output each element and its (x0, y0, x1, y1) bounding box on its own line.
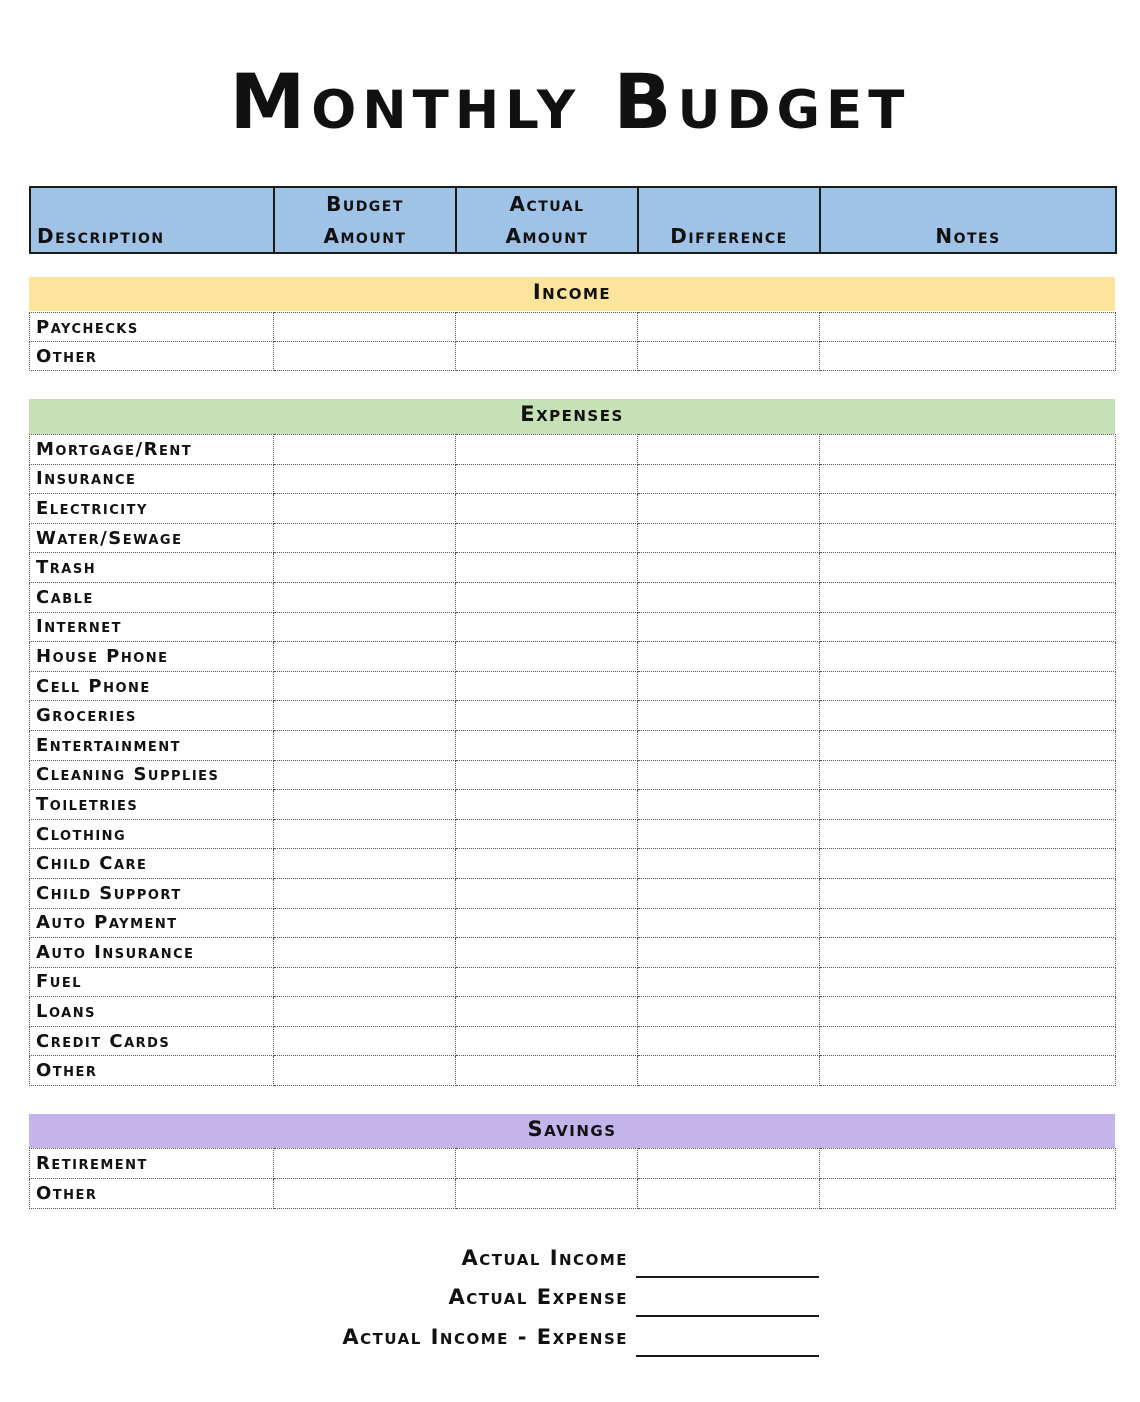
difference-cell[interactable] (638, 642, 820, 672)
actual-amount-cell[interactable] (456, 612, 638, 642)
table-row (30, 435, 1116, 465)
budget-amount-cell[interactable] (274, 494, 456, 524)
notes-cell[interactable] (820, 967, 1116, 997)
budget-amount-cell[interactable] (274, 730, 456, 760)
difference-cell[interactable] (638, 790, 820, 820)
table-row (30, 701, 1116, 731)
row-description: Clothing (30, 819, 274, 849)
actual-amount-cell[interactable] (456, 790, 638, 820)
notes-cell[interactable] (820, 730, 1116, 760)
difference-cell[interactable] (638, 494, 820, 524)
actual-amount-cell[interactable] (456, 701, 638, 731)
table-row (30, 313, 1116, 342)
difference-cell[interactable] (638, 1056, 820, 1086)
table-row (30, 612, 1116, 642)
budget-amount-cell[interactable] (274, 849, 456, 879)
notes-cell[interactable] (820, 671, 1116, 701)
actual-amount-cell[interactable] (456, 435, 638, 465)
row-description: Credit Cards (30, 1026, 274, 1056)
budget-amount-cell[interactable] (274, 701, 456, 731)
actual-amount-cell[interactable] (456, 938, 638, 968)
row-description: Retirement (30, 1149, 274, 1179)
difference-cell[interactable] (638, 967, 820, 997)
column-header-budget-amount: Budget Amount (274, 187, 456, 253)
difference-cell[interactable] (638, 553, 820, 583)
notes-cell[interactable] (820, 313, 1116, 342)
row-description: Groceries (30, 701, 274, 731)
column-header-actual-amount: Actual Amount (456, 187, 638, 253)
notes-cell[interactable] (820, 582, 1116, 612)
notes-cell[interactable] (820, 342, 1116, 371)
actual-amount-cell[interactable] (456, 1179, 638, 1209)
budget-amount-cell[interactable] (274, 1056, 456, 1086)
notes-cell[interactable] (820, 1179, 1116, 1209)
actual-amount-cell[interactable] (456, 1026, 638, 1056)
savings-section-header: Savings (29, 1114, 1115, 1148)
summary-actual-expense (0, 1281, 1140, 1321)
savings-table (29, 1148, 1116, 1209)
fill-in-line[interactable] (636, 1355, 819, 1357)
difference-cell[interactable] (638, 1149, 820, 1179)
difference-cell[interactable] (638, 313, 820, 342)
notes-cell[interactable] (820, 494, 1116, 524)
row-description: Paychecks (30, 313, 274, 342)
row-description: Fuel (30, 967, 274, 997)
difference-cell[interactable] (638, 878, 820, 908)
actual-amount-cell[interactable] (456, 1149, 638, 1179)
difference-cell[interactable] (638, 435, 820, 465)
table-row (30, 938, 1116, 968)
notes-cell[interactable] (820, 701, 1116, 731)
notes-cell[interactable] (820, 553, 1116, 583)
budget-amount-cell[interactable] (274, 553, 456, 583)
summary-label: Actual Expense (448, 1285, 628, 1309)
notes-cell[interactable] (820, 464, 1116, 494)
notes-cell[interactable] (820, 523, 1116, 553)
notes-cell[interactable] (820, 849, 1116, 879)
budget-amount-cell[interactable] (274, 1179, 456, 1209)
actual-amount-cell[interactable] (456, 908, 638, 938)
table-row (30, 908, 1116, 938)
row-description: Cleaning Supplies (30, 760, 274, 790)
notes-cell[interactable] (820, 997, 1116, 1027)
table-row (30, 553, 1116, 583)
difference-cell[interactable] (638, 760, 820, 790)
row-description: Cable (30, 582, 274, 612)
row-description: Toiletries (30, 790, 274, 820)
row-description: Mortgage/Rent (30, 435, 274, 465)
column-header-difference: Difference (638, 187, 820, 253)
column-header-notes: Notes (820, 187, 1116, 253)
notes-cell[interactable] (820, 435, 1116, 465)
row-description: Entertainment (30, 730, 274, 760)
row-description: Water/Sewage (30, 523, 274, 553)
table-row (30, 760, 1116, 790)
notes-cell[interactable] (820, 760, 1116, 790)
difference-cell[interactable] (638, 938, 820, 968)
budget-amount-cell[interactable] (274, 642, 456, 672)
row-description: Insurance (30, 464, 274, 494)
actual-amount-cell[interactable] (456, 642, 638, 672)
budget-amount-cell[interactable] (274, 313, 456, 342)
budget-amount-cell[interactable] (274, 1026, 456, 1056)
summary-label: Actual Income (461, 1246, 628, 1270)
difference-cell[interactable] (638, 612, 820, 642)
table-row (30, 523, 1116, 553)
table-row (30, 464, 1116, 494)
notes-cell[interactable] (820, 908, 1116, 938)
row-description: Loans (30, 997, 274, 1027)
budget-amount-cell[interactable] (274, 342, 456, 371)
difference-cell[interactable] (638, 582, 820, 612)
notes-cell[interactable] (820, 1026, 1116, 1056)
table-row (30, 342, 1116, 371)
actual-amount-cell[interactable] (456, 464, 638, 494)
row-description: Child Care (30, 849, 274, 879)
difference-cell[interactable] (638, 464, 820, 494)
difference-cell[interactable] (638, 819, 820, 849)
actual-amount-cell[interactable] (456, 671, 638, 701)
notes-cell[interactable] (820, 612, 1116, 642)
table-row (30, 1026, 1116, 1056)
income-table (29, 312, 1116, 371)
budget-amount-cell[interactable] (274, 1149, 456, 1179)
table-row (30, 819, 1116, 849)
actual-amount-cell[interactable] (456, 997, 638, 1027)
table-row (30, 642, 1116, 672)
actual-amount-cell[interactable] (456, 582, 638, 612)
table-row (30, 878, 1116, 908)
budget-amount-cell[interactable] (274, 760, 456, 790)
actual-amount-cell[interactable] (456, 553, 638, 583)
difference-cell[interactable] (638, 523, 820, 553)
difference-cell[interactable] (638, 1179, 820, 1209)
table-row (30, 730, 1116, 760)
row-description: Other (30, 1179, 274, 1209)
notes-cell[interactable] (820, 1056, 1116, 1086)
table-row (30, 967, 1116, 997)
budget-amount-cell[interactable] (274, 819, 456, 849)
column-header-table (29, 186, 1117, 254)
actual-amount-cell[interactable] (456, 878, 638, 908)
table-row (30, 1056, 1116, 1086)
row-description: Internet (30, 612, 274, 642)
row-description: Other (30, 1056, 274, 1086)
difference-cell[interactable] (638, 730, 820, 760)
difference-cell[interactable] (638, 701, 820, 731)
notes-cell[interactable] (820, 1149, 1116, 1179)
row-description: Cell Phone (30, 671, 274, 701)
notes-cell[interactable] (820, 819, 1116, 849)
row-description: Child Support (30, 878, 274, 908)
actual-amount-cell[interactable] (456, 730, 638, 760)
table-row (30, 1179, 1116, 1209)
summary-actual-income (0, 1242, 1140, 1282)
actual-amount-cell[interactable] (456, 760, 638, 790)
notes-cell[interactable] (820, 642, 1116, 672)
difference-cell[interactable] (638, 1026, 820, 1056)
budget-amount-cell[interactable] (274, 967, 456, 997)
actual-amount-cell[interactable] (456, 494, 638, 524)
table-row (30, 582, 1116, 612)
summary-income-minus-expense (0, 1321, 1140, 1361)
income-section-header: Income (29, 277, 1115, 311)
summary-label: Actual Income - Expense (342, 1325, 628, 1349)
row-description: Electricity (30, 494, 274, 524)
budget-amount-cell[interactable] (274, 908, 456, 938)
expenses-table (29, 434, 1116, 1086)
table-row (30, 671, 1116, 701)
fill-in-line[interactable] (636, 1315, 819, 1317)
budget-amount-cell[interactable] (274, 464, 456, 494)
budget-amount-cell[interactable] (274, 790, 456, 820)
difference-cell[interactable] (638, 342, 820, 371)
row-description: Auto Payment (30, 908, 274, 938)
budget-amount-cell[interactable] (274, 435, 456, 465)
table-row (30, 997, 1116, 1027)
notes-cell[interactable] (820, 790, 1116, 820)
budget-amount-cell[interactable] (274, 612, 456, 642)
row-description: Auto Insurance (30, 938, 274, 968)
budget-amount-cell[interactable] (274, 878, 456, 908)
expenses-section-header: Expenses (29, 399, 1115, 434)
table-row (30, 849, 1116, 879)
budget-amount-cell[interactable] (274, 523, 456, 553)
difference-cell[interactable] (638, 997, 820, 1027)
table-row (30, 790, 1116, 820)
difference-cell[interactable] (638, 671, 820, 701)
notes-cell[interactable] (820, 938, 1116, 968)
difference-cell[interactable] (638, 908, 820, 938)
fill-in-line[interactable] (636, 1276, 819, 1278)
actual-amount-cell[interactable] (456, 819, 638, 849)
actual-amount-cell[interactable] (456, 313, 638, 342)
row-description: Trash (30, 553, 274, 583)
actual-amount-cell[interactable] (456, 849, 638, 879)
page-title: Monthly Budget (229, 57, 911, 146)
notes-cell[interactable] (820, 878, 1116, 908)
table-row (30, 1149, 1116, 1179)
table-row (30, 494, 1116, 524)
difference-cell[interactable] (638, 849, 820, 879)
row-description: Other (30, 342, 274, 371)
budget-amount-cell[interactable] (274, 938, 456, 968)
row-description: House Phone (30, 642, 274, 672)
budget-amount-cell[interactable] (274, 582, 456, 612)
budget-amount-cell[interactable] (274, 671, 456, 701)
actual-amount-cell[interactable] (456, 523, 638, 553)
budget-amount-cell[interactable] (274, 997, 456, 1027)
actual-amount-cell[interactable] (456, 967, 638, 997)
actual-amount-cell[interactable] (456, 342, 638, 371)
actual-amount-cell[interactable] (456, 1056, 638, 1086)
column-header-description: Description (30, 187, 274, 253)
